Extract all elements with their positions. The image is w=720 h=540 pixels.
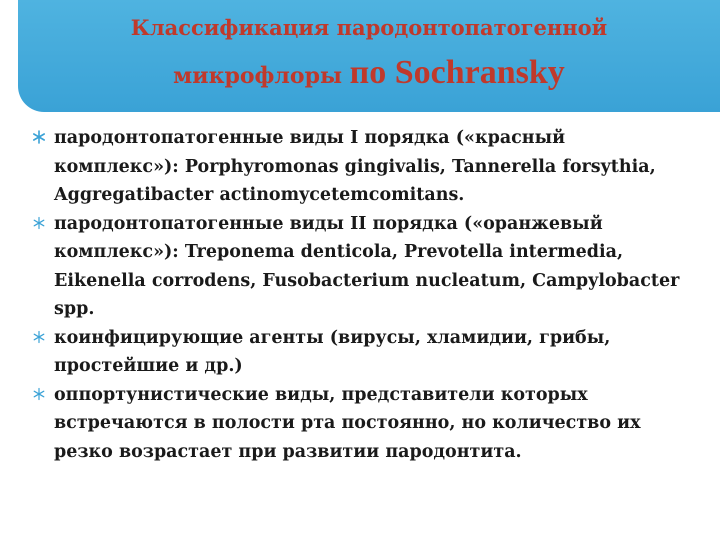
snowflake-icon bbox=[32, 216, 46, 230]
title-line-2-prefix: микрофлоры bbox=[173, 63, 350, 89]
snowflake-icon bbox=[32, 387, 46, 401]
bullet-list-container bbox=[32, 124, 692, 466]
list-item bbox=[32, 381, 692, 467]
snowflake-icon bbox=[32, 130, 46, 144]
title-line-2-emphasis: по Sochransky bbox=[349, 54, 565, 91]
list-item bbox=[32, 124, 692, 210]
snowflake-icon bbox=[32, 330, 46, 344]
list-item bbox=[32, 210, 692, 324]
title-line-1: Классификация пародонтопатогенной bbox=[130, 15, 608, 40]
list-item-text: коинфицирующие агенты (вирусы, хламидии, грибы, простейшие и др.) bbox=[54, 327, 611, 376]
list-item-text: оппортунистические виды, представители которых встречаются в полости рта постоянно, но количество их резко возрастает при развитии пародонтита. bbox=[54, 384, 641, 462]
bullet-list bbox=[32, 124, 692, 466]
list-item bbox=[32, 324, 692, 381]
slide-title bbox=[18, 14, 720, 93]
list-item-text: пародонтопатогенные виды II порядка («оранжевый комплекс»): Treponema denticola, Prevotella intermedia, Eikenella corrodens, Fusobacterium nucleatum, Campylobacter spp. bbox=[54, 213, 680, 319]
list-item-text: пародонтопатогенные виды I порядка («красный комплекс»): Porphyromonas gingivalis, Tannerella forsythia, Aggregatibacter actinomycetemcomitans. bbox=[54, 128, 656, 205]
title-line-2 bbox=[18, 56, 720, 93]
